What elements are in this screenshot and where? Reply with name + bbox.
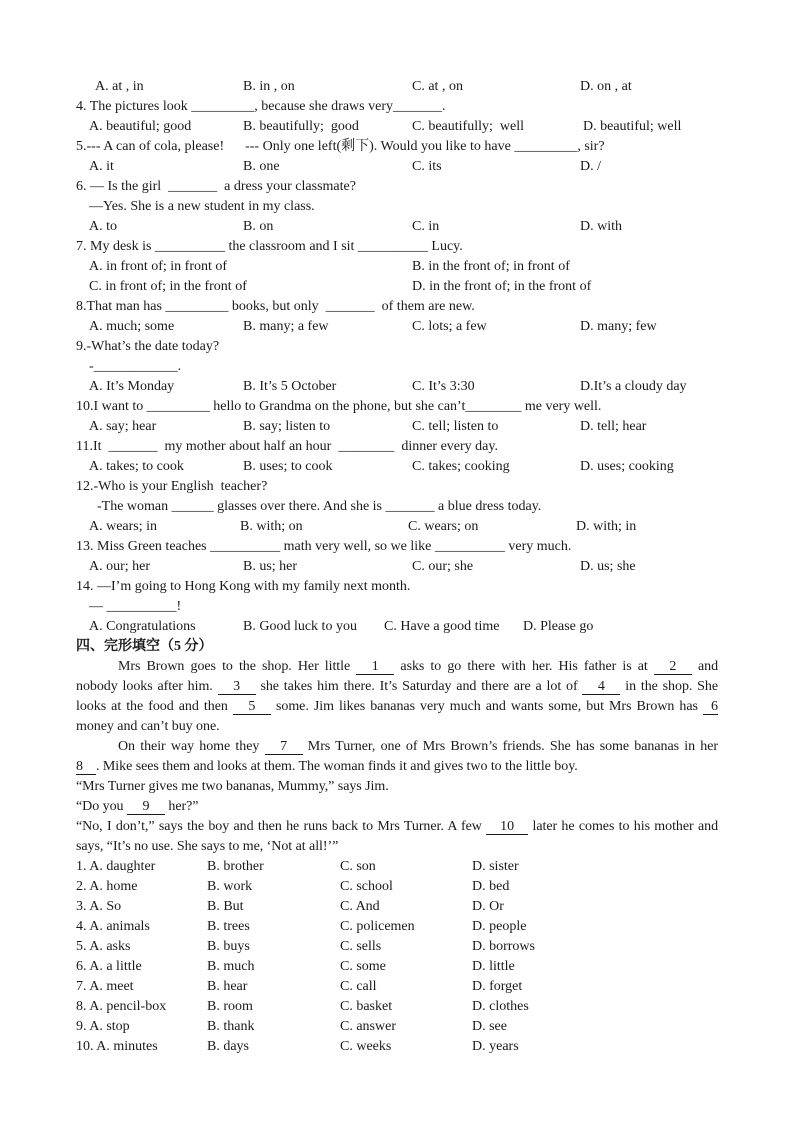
blank-7: 7 <box>265 740 303 755</box>
choice-d: D. clothes <box>472 999 529 1014</box>
q12-reply-line <box>0 497 794 517</box>
q6-stem: 6. — Is the girl _______ a dress your classmate? <box>76 179 356 194</box>
choice-d: D. bed <box>472 879 510 894</box>
q14-options <box>0 617 794 637</box>
option-a: A. much; some <box>89 319 175 334</box>
choice-c: C. basket <box>340 999 393 1014</box>
passage-text: some. Jim likes bananas very much and wants some, but Mrs Brown has <box>275 699 698 714</box>
blank-8: 8 <box>76 760 96 775</box>
q6-options <box>0 217 794 237</box>
passage-text: in the shop. She <box>625 679 719 694</box>
q7-options-row-2 <box>0 277 794 297</box>
option-d: D. uses; cooking <box>580 459 674 474</box>
passage-text: Mrs Turner, one of Mrs Brown’s friends. She has some bananas in her <box>307 739 718 754</box>
passage-text: money and can’t buy one. <box>76 719 220 734</box>
option-b: B. beautifully; good <box>243 119 359 134</box>
option-c: C. in front of; in the front of <box>89 279 247 294</box>
q5-stem-line <box>0 137 794 157</box>
option-d: D. on , at <box>580 79 632 94</box>
option-b: B. one <box>243 159 280 174</box>
option-b: B. on <box>243 219 274 234</box>
passage-line <box>76 777 718 797</box>
option-c: C. wears; on <box>408 519 479 534</box>
choice-c: C. answer <box>340 1019 396 1034</box>
q10-options <box>0 417 794 437</box>
q4-stem: 4. The pictures look _________, because she draws very_______. <box>76 99 446 114</box>
option-a: A. at , in <box>95 79 144 94</box>
q9-stem: 9.-What’s the date today? <box>76 339 220 354</box>
option-b: B. uses; to cook <box>243 459 333 474</box>
passage-line <box>76 697 718 717</box>
q4-options <box>0 117 794 137</box>
passage-text: “Do you <box>76 799 124 814</box>
cloze-choice-row <box>0 877 794 897</box>
cloze-choice-row <box>0 977 794 997</box>
section-heading: 四、完形填空（5 分） <box>76 639 213 654</box>
section-heading-line <box>0 637 794 657</box>
choice-b: B. buys <box>207 939 250 954</box>
option-d: D. many; few <box>580 319 657 334</box>
q6-stem-line <box>0 177 794 197</box>
q13-stem-line <box>0 537 794 557</box>
exam-page <box>0 77 794 1057</box>
q5-options <box>0 157 794 177</box>
q9-reply-line <box>0 357 794 377</box>
passage-text: “Mrs Turner gives me two bananas, Mummy,” says Jim. <box>76 779 389 794</box>
choice-a: 2. A. home <box>76 879 138 894</box>
q6-reply-line <box>0 197 794 217</box>
option-b: B. in the front of; in front of <box>412 259 570 274</box>
q13-stem: 13. Miss Green teaches __________ math very well, so we like __________ very much. <box>76 539 572 554</box>
choice-c: C. policemen <box>340 919 415 934</box>
choice-c: C. call <box>340 979 377 994</box>
cloze-choice-row <box>0 1017 794 1037</box>
option-d: D. / <box>580 159 601 174</box>
option-c: C. It’s 3:30 <box>412 379 475 394</box>
q12-stem: 12.-Who is your English teacher? <box>76 479 268 494</box>
cloze-choice-row <box>0 937 794 957</box>
passage-line <box>76 797 718 817</box>
q8-stem-line <box>0 297 794 317</box>
q10-stem: 10.I want to _________ hello to Grandma on the phone, but she can’t________ me very well. <box>76 399 602 414</box>
option-b: B. with; on <box>240 519 303 534</box>
option-b: B. in , on <box>243 79 295 94</box>
option-c: C. tell; listen to <box>412 419 499 434</box>
option-a: A. wears; in <box>89 519 158 534</box>
choice-a: 7. A. meet <box>76 979 134 994</box>
q5-stem: 5.--- A can of cola, please! --- Only one left(剩下). Would you like to have _________, sir? <box>76 139 605 154</box>
choice-c: C. school <box>340 879 393 894</box>
option-c: C. lots; a few <box>412 319 487 334</box>
choice-b: B. But <box>207 899 244 914</box>
q14-stem-line <box>0 577 794 597</box>
option-a: A. takes; to cook <box>89 459 184 474</box>
q7-stem: 7. My desk is __________ the classroom and I sit __________ Lucy. <box>76 239 463 254</box>
passage-text: “No, I don’t,” says the boy and then he runs back to Mrs Turner. A few <box>76 819 482 834</box>
choice-d: D. people <box>472 919 527 934</box>
q9-options <box>0 377 794 397</box>
q11-options <box>0 457 794 477</box>
option-a: A. Congratulations <box>89 619 196 634</box>
choice-a: 1. A. daughter <box>76 859 156 874</box>
choice-b: B. brother <box>207 859 264 874</box>
q14-reply-line <box>0 597 794 617</box>
q12-reply: -The woman ______ glasses over there. And she is _______ a blue dress today. <box>97 499 542 514</box>
option-d: D. us; she <box>580 559 636 574</box>
blank-5: 5 <box>233 700 271 715</box>
choice-a: 10. A. minutes <box>76 1039 158 1054</box>
choice-b: B. trees <box>207 919 250 934</box>
option-b: B. It’s 5 October <box>243 379 337 394</box>
choice-c: C. And <box>340 899 380 914</box>
option-b: B. us; her <box>243 559 298 574</box>
q12-options <box>0 517 794 537</box>
passage-line <box>76 817 718 837</box>
choice-a: 8. A. pencil-box <box>76 999 167 1014</box>
option-d: D. with; in <box>576 519 637 534</box>
q14-reply: — __________! <box>89 599 182 614</box>
option-a: A. say; hear <box>89 419 157 434</box>
choice-a: 4. A. animals <box>76 919 150 934</box>
q3-options <box>0 77 794 97</box>
q9-stem-line <box>0 337 794 357</box>
option-d: D. in the front of; in the front of <box>412 279 592 294</box>
blank-6: 6 <box>703 700 718 715</box>
option-c: C. at , on <box>412 79 463 94</box>
option-c: C. our; she <box>412 559 474 574</box>
q8-options <box>0 317 794 337</box>
choice-b: B. room <box>207 999 253 1014</box>
blank-3: 3 <box>218 680 256 695</box>
q8-stem: 8.That man has _________ books, but only _______ of them are new. <box>76 299 475 314</box>
option-b: B. say; listen to <box>243 419 331 434</box>
choice-c: C. son <box>340 859 376 874</box>
blank-9: 9 <box>127 800 165 815</box>
cloze-choice-row <box>0 1037 794 1057</box>
option-d: D. Please go <box>523 619 594 634</box>
option-a: A. our; her <box>89 559 151 574</box>
passage-line <box>76 717 718 737</box>
passage-line <box>76 837 718 857</box>
choice-c: C. weeks <box>340 1039 392 1054</box>
blank-2: 2 <box>654 660 692 675</box>
choice-c: C. sells <box>340 939 382 954</box>
choice-c: C. some <box>340 959 386 974</box>
option-c: C. its <box>412 159 442 174</box>
passage-text: . Mike sees them and looks at them. The woman finds it and gives two to the little boy. <box>96 759 578 774</box>
choice-d: D. borrows <box>472 939 535 954</box>
passage-text: later he comes to his mother and <box>532 819 719 834</box>
choice-b: B. thank <box>207 1019 255 1034</box>
q13-options <box>0 557 794 577</box>
choice-b: B. days <box>207 1039 249 1054</box>
q9-reply: -____________. <box>89 359 182 374</box>
choice-b: B. much <box>207 959 255 974</box>
q12-stem-line <box>0 477 794 497</box>
cloze-choice-row <box>0 897 794 917</box>
q6-reply: —Yes. She is a new student in my class. <box>89 199 315 214</box>
option-a: A. in front of; in front of <box>89 259 228 274</box>
cloze-choice-row <box>0 957 794 977</box>
choice-d: D. see <box>472 1019 507 1034</box>
passage-line <box>76 657 718 677</box>
option-c: C. Have a good time <box>384 619 500 634</box>
option-a: A. It’s Monday <box>89 379 175 394</box>
q7-stem-line <box>0 237 794 257</box>
option-b: B. many; a few <box>243 319 329 334</box>
q11-stem: 11.It _______ my mother about half an hour ________ dinner every day. <box>76 439 498 454</box>
blank-1: 1 <box>356 660 394 675</box>
passage-text: Mrs Brown goes to the shop. Her little <box>118 659 351 674</box>
option-d: D. tell; hear <box>580 419 647 434</box>
cloze-choice-row <box>0 857 794 877</box>
passage-text: looks at the food and then <box>76 699 228 714</box>
option-a: A. it <box>89 159 114 174</box>
passage-text: On their way home they <box>118 739 260 754</box>
passage-line <box>76 677 718 697</box>
q4-stem-line <box>0 97 794 117</box>
passage-text: her?” <box>168 799 199 814</box>
choice-a: 3. A. So <box>76 899 122 914</box>
passage-line <box>76 737 718 757</box>
q10-stem-line <box>0 397 794 417</box>
option-d: D.It’s a cloudy day <box>580 379 687 394</box>
passage-text: asks to go there with her. His father is at <box>400 659 648 674</box>
cloze-choice-row <box>0 917 794 937</box>
q11-stem-line <box>0 437 794 457</box>
choice-d: D. Or <box>472 899 504 914</box>
option-a: A. to <box>89 219 117 234</box>
passage-text: says, “It’s no use. She says to me, ‘Not at all!’” <box>76 839 339 854</box>
blank-10: 10 <box>486 820 528 835</box>
blank-4: 4 <box>582 680 620 695</box>
passage-text: and <box>697 659 719 674</box>
choice-b: B. hear <box>207 979 248 994</box>
choice-d: D. forget <box>472 979 523 994</box>
choice-b: B. work <box>207 879 253 894</box>
choice-d: D. sister <box>472 859 519 874</box>
passage-line <box>76 757 718 777</box>
option-c: C. in <box>412 219 440 234</box>
option-a: A. beautiful; good <box>89 119 192 134</box>
q14-stem: 14. —I’m going to Hong Kong with my family next month. <box>76 579 411 594</box>
choice-a: 6. A. a little <box>76 959 142 974</box>
option-d: D. beautiful; well <box>583 119 682 134</box>
option-c: C. beautifully; well <box>412 119 524 134</box>
choice-d: D. little <box>472 959 515 974</box>
passage-text: she takes him there. It’s Saturday and there are a lot of <box>260 679 578 694</box>
cloze-choice-row <box>0 997 794 1017</box>
option-c: C. takes; cooking <box>412 459 510 474</box>
q7-options-row-1 <box>0 257 794 277</box>
choice-a: 5. A. asks <box>76 939 131 954</box>
choice-a: 9. A. stop <box>76 1019 130 1034</box>
option-b: B. Good luck to you <box>243 619 357 634</box>
choice-d: D. years <box>472 1039 519 1054</box>
option-d: D. with <box>580 219 622 234</box>
passage-text: nobody looks after him. <box>76 679 213 694</box>
